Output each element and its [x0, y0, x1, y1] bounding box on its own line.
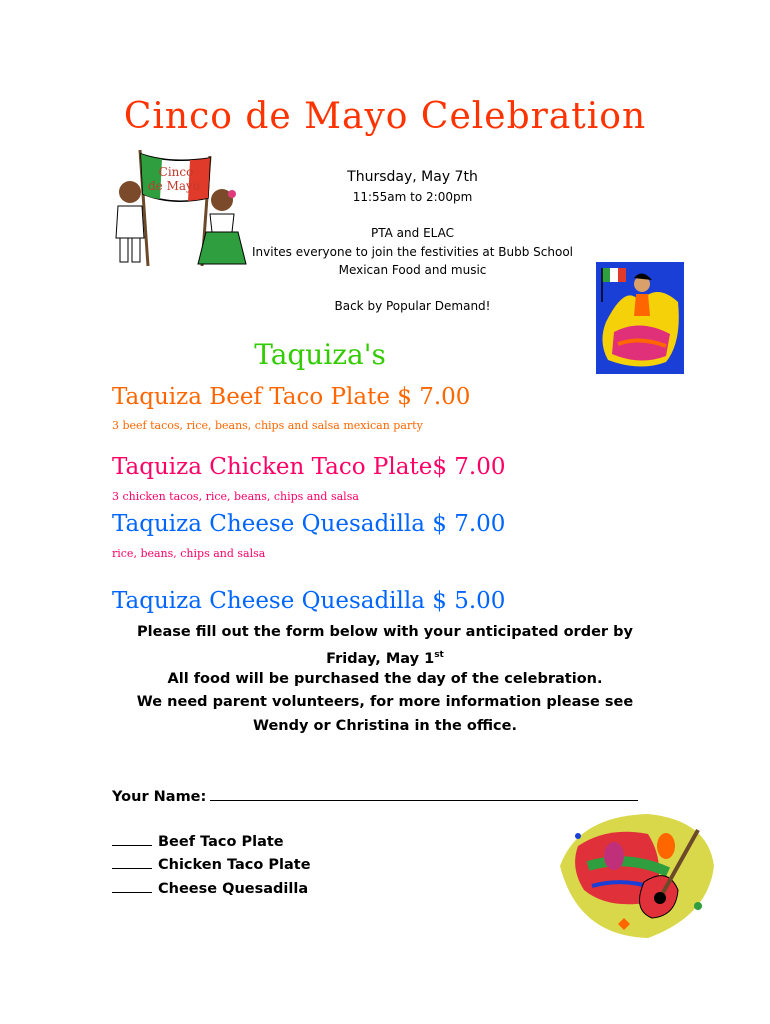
event-invite: Invites everyone to join the festivities at Bubb School	[252, 245, 573, 259]
flag-text-line1: Cinco	[158, 165, 194, 179]
children-flag-clipart	[110, 146, 250, 268]
name-input-line[interactable]	[210, 786, 638, 801]
order-option-label: Cheese Quesadilla	[158, 881, 309, 897]
instructions-line4: We need parent volunteers, for more information please see	[136, 694, 634, 710]
event-date: Thursday, May 7th	[347, 169, 478, 185]
sombrero-guitar-clipart	[548, 806, 720, 946]
instructions-deadline: Friday, May 1	[326, 650, 435, 667]
menu-item-beef-desc: 3 beef tacos, rice, beans, chips and salsa mexican party	[112, 419, 423, 432]
name-field-row	[112, 786, 638, 805]
instructions-line3: All food will be purchased the day of the celebration.	[167, 671, 603, 687]
quantity-blank-beef[interactable]	[112, 833, 152, 846]
menu-item-quesadilla-2-title: Taquiza Cheese Quesadilla $ 5.00	[112, 588, 506, 614]
instructions-deadline-suffix: st	[434, 650, 444, 660]
order-option-label: Chicken Taco Plate	[158, 857, 311, 873]
menu-heading: Taquiza's	[254, 338, 386, 371]
menu-item-beef-title: Taquiza Beef Taco Plate $ 7.00	[112, 384, 471, 410]
menu-item-chicken-title: Taquiza Chicken Taco Plate$ 7.00	[112, 454, 506, 480]
event-hosts: PTA and ELAC	[371, 226, 454, 240]
order-option-beef	[112, 833, 284, 850]
flag-text-line2: de Mayo	[147, 179, 201, 193]
quantity-blank-quesadilla[interactable]	[112, 880, 152, 893]
order-option-chicken	[112, 856, 311, 873]
menu-item-quesadilla-desc: rice, beans, chips and salsa	[112, 547, 266, 560]
event-food: Mexican Food and music	[338, 263, 487, 277]
event-time: 11:55am to 2:00pm	[352, 190, 473, 204]
instructions-line5: Wendy or Christina in the office.	[253, 718, 517, 734]
name-label: Your Name:	[112, 789, 207, 805]
menu-item-quesadilla-title: Taquiza Cheese Quesadilla $ 7.00	[112, 511, 506, 537]
event-note: Back by Popular Demand!	[334, 299, 491, 313]
menu-item-chicken-desc: 3 chicken tacos, rice, beans, chips and salsa	[112, 490, 359, 503]
page-title: Cinco de Mayo Celebration	[123, 96, 647, 137]
order-option-quesadilla	[112, 880, 308, 897]
order-option-label: Beef Taco Plate	[158, 834, 284, 850]
instructions-line1: Please fill out the form below with your anticipated order by	[137, 624, 633, 640]
quantity-blank-chicken[interactable]	[112, 856, 152, 869]
